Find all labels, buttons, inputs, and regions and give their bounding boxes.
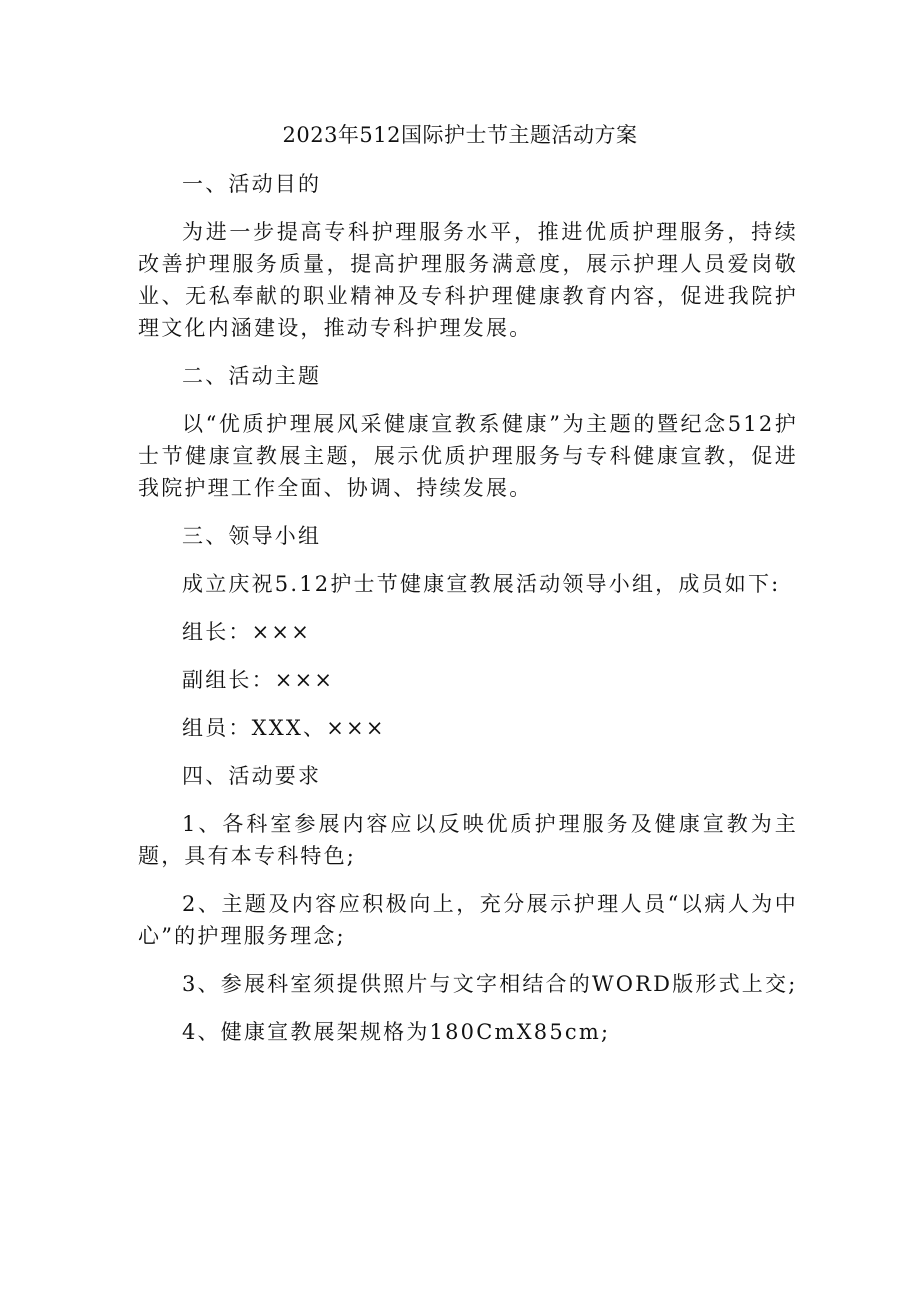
section-heading-leadership: 三、领导小组 (182, 524, 322, 548)
document-title: 2023年512国际护士节主题活动方案 (282, 123, 638, 147)
requirement-item: 1、各科室参展内容应以反映优质护理服务及健康宣教为主题，具有本专科特色; (138, 812, 798, 868)
section-heading-requirements: 四、活动要求 (182, 764, 322, 788)
deputy-leader-line: 副组长：××× (182, 668, 335, 692)
paragraph-theme: 以“优质护理展风采健康宣教系健康”为主题的暨纪念512护士节健康宣教展主题，展示优质护理服务与专科健康宣教，促进我院护理工作全面、协调、持续发展。 (138, 412, 798, 500)
section-heading-theme: 二、活动主题 (182, 364, 322, 388)
members-line: 组员：XXX、××× (182, 716, 386, 740)
leader-line: 组长：××× (182, 620, 311, 644)
requirement-item: 2、主题及内容应积极向上，充分展示护理人员“以病人为中心”的护理服务理念; (138, 892, 798, 948)
document-body (138, 168, 798, 1064)
requirement-item: 4、健康宣教展架规格为180CmX85cm; (182, 1020, 611, 1044)
paragraph-leadership-intro: 成立庆祝5.12护士节健康宣教展活动领导小组，成员如下: (182, 572, 781, 596)
paragraph-purpose: 为进一步提高专科护理服务水平，推进优质护理服务，持续改善护理服务质量，提高护理服务满意度，展示护理人员爱岗敬业、无私奉献的职业精神及专科护理健康教育内容，促进我院护理文化内涵建设，推动专科护理发展。 (138, 220, 798, 340)
section-heading-purpose: 一、活动目的 (182, 172, 322, 196)
requirement-item: 3、参展科室须提供照片与文字相结合的WORD版形式上交; (182, 972, 798, 996)
